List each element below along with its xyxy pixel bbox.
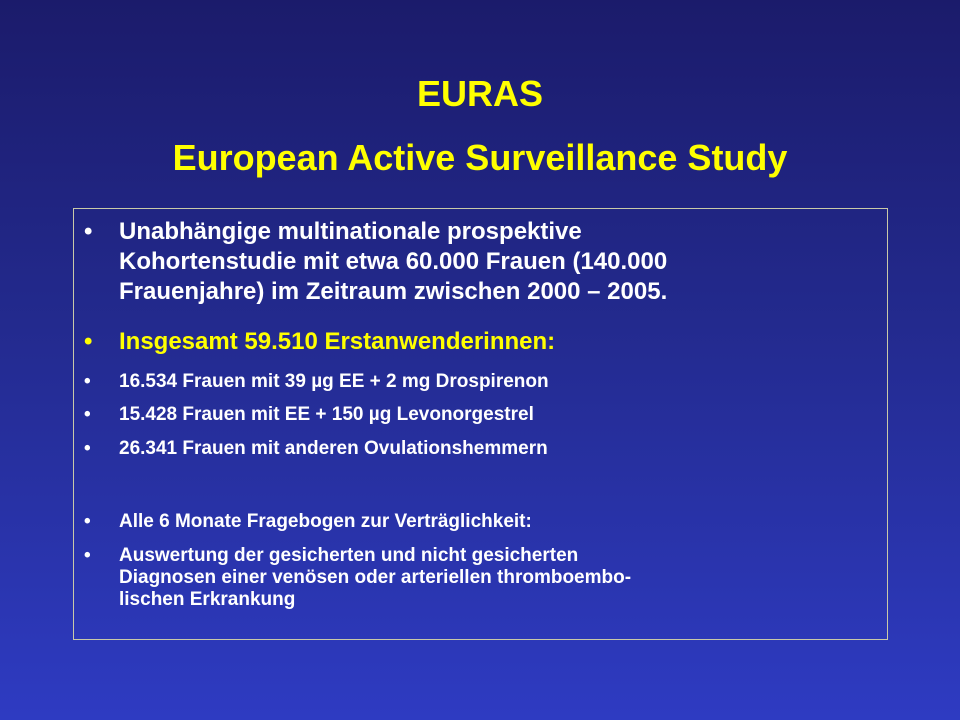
bullet-text-line: Frauenjahre) im Zeitraum zwischen 2000 – 2005.	[119, 278, 668, 305]
bullet-text: Alle 6 Monate Fragebogen zur Verträglichkeit:	[119, 511, 532, 532]
bullet-marker: •	[84, 218, 93, 245]
bullet-text: 16.534 Frauen mit 39 µg EE + 2 mg Drospirenon	[119, 371, 549, 392]
bullet-marker: •	[84, 404, 91, 425]
bullet-text-line: Unabhängige multinationale prospektive	[119, 218, 582, 245]
bullet-marker: •	[84, 328, 93, 355]
slide-title: EURAS	[416, 73, 544, 114]
bullet-marker: •	[84, 511, 91, 532]
bullet-text: 26.341 Frauen mit anderen Ovulationshemmern	[119, 438, 548, 459]
bullet-text-line: Diagnosen einer venösen oder arteriellen thromboembo-	[119, 567, 632, 588]
bullet-marker: •	[84, 438, 91, 459]
bullet-marker: •	[84, 545, 91, 566]
slide-subtitle: European Active Surveillance Study	[172, 137, 788, 178]
bullet-text	[119, 545, 854, 611]
bullet-text-line: lischen Erkrankung	[119, 589, 296, 610]
bullet-text-line: Kohortenstudie mit etwa 60.000 Frauen (140.000	[119, 248, 668, 275]
bullet-text-line: Auswertung der gesicherten und nicht gesicherten	[119, 545, 579, 566]
content-box	[73, 208, 888, 640]
bullet-text: Insgesamt 59.510 Erstanwenderinnen:	[119, 328, 556, 355]
bullet-text: 15.428 Frauen mit EE + 150 µg Levonorgestrel	[119, 404, 534, 425]
bullet-marker: •	[84, 371, 91, 392]
bullet-text	[119, 217, 854, 307]
